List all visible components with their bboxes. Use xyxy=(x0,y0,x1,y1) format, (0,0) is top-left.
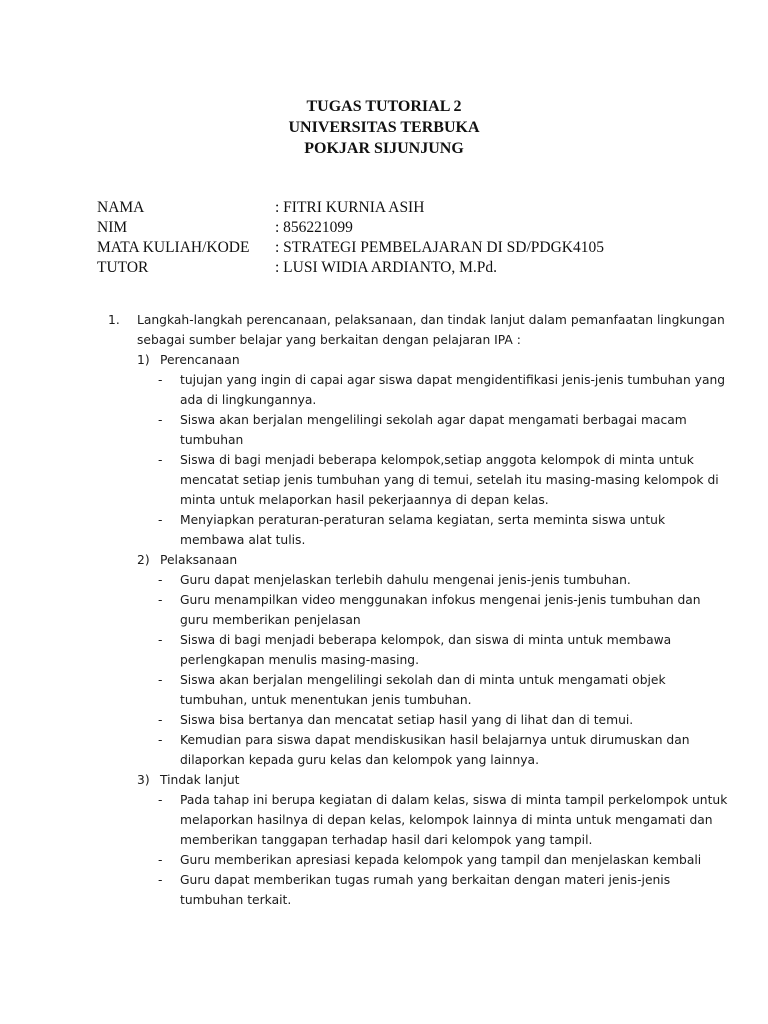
identity-table xyxy=(97,198,737,278)
bullet-text-line: Siswa di bagi menjadi beberapa kelompok,setiap anggota kelompok di minta untuk xyxy=(180,453,694,467)
title-line-2: UNIVERSITAS TERBUKA xyxy=(288,119,480,136)
bullet-dash: - xyxy=(158,593,163,607)
title-line-1: TUGAS TUTORIAL 2 xyxy=(306,98,462,115)
identity-row-nim xyxy=(97,218,737,238)
bullet-text-line: ada di lingkungannya. xyxy=(180,393,317,407)
section-number: 3) xyxy=(137,773,150,787)
bullet-text-line: tumbuhan, untuk menentukan jenis tumbuhan. xyxy=(180,693,472,707)
section-title-pelaksanaan: Pelaksanaan xyxy=(160,553,238,567)
bullet-text-line: Pada tahap ini berupa kegiatan di dalam kelas, siswa di minta tampil perkelompok untuk xyxy=(180,793,728,807)
bullet-text-line: Guru dapat menjelaskan terlebih dahulu mengenai jenis-jenis tumbuhan. xyxy=(180,573,631,587)
bullet-dash: - xyxy=(158,673,163,687)
bullet-text-line: membawa alat tulis. xyxy=(180,533,306,547)
document-title xyxy=(0,96,768,159)
section-title-perencanaan: Perencanaan xyxy=(160,353,240,367)
title-line-3: POKJAR SIJUNJUNG xyxy=(304,140,464,157)
identity-key: TUTOR xyxy=(97,259,149,276)
bullet-text-line: Kemudian para siswa dapat mendiskusikan hasil belajarnya untuk dirumuskan dan xyxy=(180,733,690,747)
bullet-text-line: guru memberikan penjelasan xyxy=(180,613,361,627)
bullet-dash: - xyxy=(158,413,163,427)
bullet-text-line: Siswa akan berjalan mengelilingi sekolah dan di minta untuk mengamati objek xyxy=(180,673,666,687)
bullet-text-line: melaporkan hasilnya di depan kelas, kelompok lainnya di minta untuk mengamati dan xyxy=(180,813,713,827)
bullet-text-line: Guru menampilkan video menggunakan infokus mengenai jenis-jenis tumbuhan dan xyxy=(180,593,701,607)
bullet-text-line: mencatat setiap jenis tumbuhan yang di temui, setelah itu masing-masing kelompok di xyxy=(180,473,719,487)
bullet-dash: - xyxy=(158,373,163,387)
identity-row-mata-kuliah xyxy=(97,238,737,258)
bullet-dash: - xyxy=(158,733,163,747)
bullet-text-line: Guru dapat memberikan tugas rumah yang berkaitan dengan materi jenis-jenis xyxy=(180,873,671,887)
identity-key: NAMA xyxy=(97,199,145,216)
bullet-text-line: minta untuk melaporkan hasil pekerjaannya di depan kelas. xyxy=(180,493,549,507)
section-number: 1) xyxy=(137,353,150,367)
bullet-dash: - xyxy=(158,853,163,867)
bullet-text-line: dilaporkan kepada guru kelas dan kelompok yang lainnya. xyxy=(180,753,539,767)
bullet-text-line: perlengkapan menulis masing-masing. xyxy=(180,653,419,667)
bullet-text-line: Siswa bisa bertanya dan mencatat setiap hasil yang di lihat dan di temui. xyxy=(180,713,634,727)
bullet-text-line: Menyiapkan peraturan-peraturan selama kegiatan, serta meminta siswa untuk xyxy=(180,513,666,527)
bullet-dash: - xyxy=(158,513,163,527)
bullet-dash: - xyxy=(158,573,163,587)
bullet-dash: - xyxy=(158,713,163,727)
identity-value: : FITRI KURNIA ASIH xyxy=(275,199,425,216)
bullet-text-line: Siswa akan berjalan mengelilingi sekolah agar dapat mengamati berbagai macam xyxy=(180,413,687,427)
section-number: 2) xyxy=(137,553,150,567)
identity-value: : 856221099 xyxy=(275,219,353,236)
bullet-text-line: memberikan tanggapan terhadap hasil dari kelompok yang tampil. xyxy=(180,833,593,847)
bullet-text-line: tujujan yang ingin di capai agar siswa dapat mengidentifikasi jenis-jenis tumbuhan yang xyxy=(180,373,726,387)
bullet-text-line: Guru memberikan apresiasi kepada kelompok yang tampil dan menjelaskan kembali xyxy=(180,853,702,867)
bullet-text-line: tumbuhan xyxy=(180,433,244,447)
bullet-dash: - xyxy=(158,453,163,467)
question-text-line: Langkah-langkah perencanaan, pelaksanaan, dan tindak lanjut dalam pemanfaatan lingkungan xyxy=(137,313,725,327)
identity-key: MATA KULIAH/KODE xyxy=(97,239,250,256)
bullet-dash: - xyxy=(158,873,163,887)
bullet-text-line: tumbuhan terkait. xyxy=(180,893,292,907)
section-title-tindak-lanjut: Tindak lanjut xyxy=(160,773,240,787)
bullet-dash: - xyxy=(158,793,163,807)
identity-row-tutor xyxy=(97,258,737,278)
bullet-dash: - xyxy=(158,633,163,647)
identity-value: : STRATEGI PEMBELAJARAN DI SD/PDGK4105 xyxy=(275,239,604,256)
bullet-text-line: Siswa di bagi menjadi beberapa kelompok, dan siswa di minta untuk membawa xyxy=(180,633,672,647)
question-text-line: sebagai sumber belajar yang berkaitan dengan pelajaran IPA : xyxy=(137,333,521,347)
identity-value: : LUSI WIDIA ARDIANTO, M.Pd. xyxy=(275,259,498,276)
identity-row-nama xyxy=(97,198,737,218)
question-number: 1. xyxy=(108,313,120,327)
identity-key: NIM xyxy=(97,219,128,236)
